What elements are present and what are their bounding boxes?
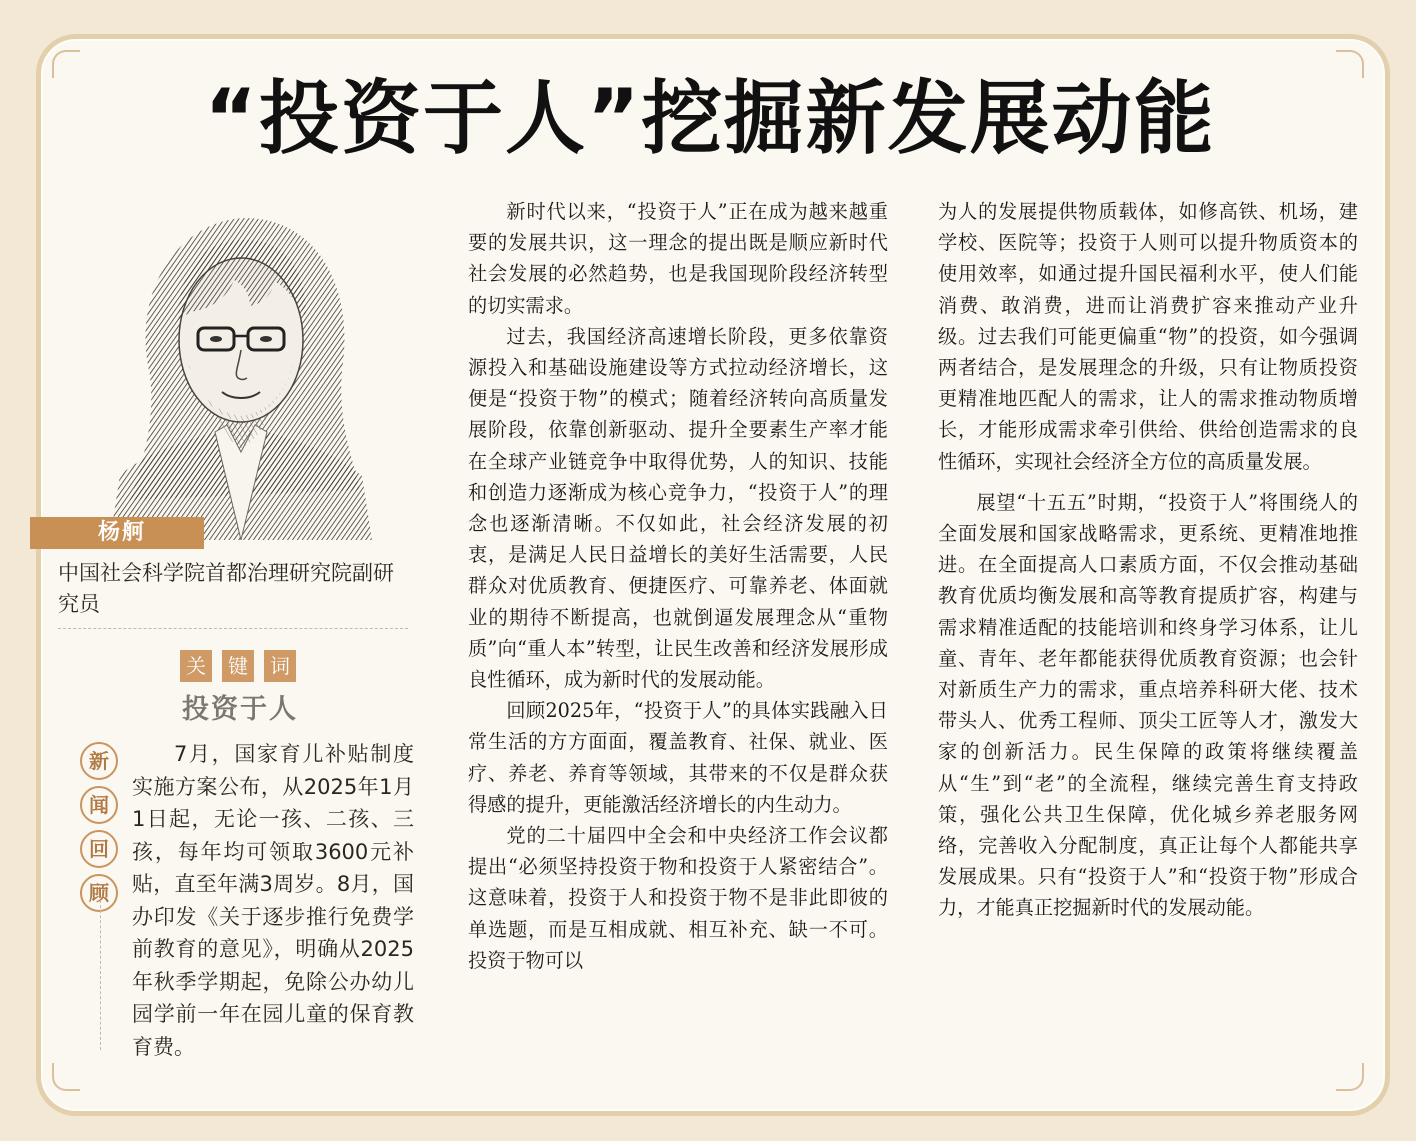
- article-column-1: [468, 196, 888, 976]
- article-paragraph: 展望“十五五”时期，“投资于人”将围绕人的全面发展和国家战略需求，更系统、更精准地推进。在全面提高人口素质方面，不仅会推动基础教育优质均衡发展和高等教育提质扩容，构建与需求精准适配的技能培训和终身学习体系，让儿童、青年、老年都能获得优质教育资源；也会针对新质生产力的需求，重点培养科研大佬、技术带头人、优秀工程师、顶尖工匠等人才，激发大家的创新活力。民生保障的政策将继续覆盖从“生”到“老”的全流程，继续完善生育支持政策，强化公共卫生保障，优化城乡养老服务网络，完善收入分配制度，真正让每个人都能共享发展成果。只有“投资于人”和“投资于物”形成合力，才能真正挖掘新时代的发展动能。: [938, 490, 1358, 920]
- article-paragraph: 过去，我国经济高速增长阶段，更多依靠资源投入和基础设施建设等方式拉动经济增长，这便是“投资于物”的模式；随着经济转向高质量发展阶段，依靠创新驱动、提升全要素生产率才能在全球产业链竞争中取得优势，人的知识、技能和创造力逐渐成为核心竞争力，“投资于人”的理念也逐渐清晰。不仅如此，社会经济发展的初衷，是满足人民日益增长的美好生活需要，人民群众对优质教育、便捷医疗、可靠养老、体面就业的期待不断提高，也就倒逼发展理念从“重物质”向“重人本”转型，让民生改善和经济发展形成良性循环，成为新时代的发展动能。: [468, 324, 888, 692]
- headline: “投资于人”挖掘新发展动能: [204, 72, 1216, 165]
- keyword-label: [180, 650, 310, 682]
- article-paragraph: 党的二十届四中全会和中央经济工作会议都提出“必须坚持投资于物和投资于人紧密结合”。这意味着，投资于人和投资于物不是非此即彼的单选题，而是互相成就、相互补充、缺一不可。投资于物可以: [468, 824, 888, 972]
- corner-ornament: [52, 50, 80, 78]
- article-paragraph: 为人的发展提供物质载体，如修高铁、机场，建学校、医院等；投资于人则可以提升物质资本的使用效率，如通过提升国民福利水平，使人们能消费、敢消费，进而让消费扩容来推动产业升级。过去我们可能更偏重“物”的投资，如今强调两者结合，是发展理念的升级，只有让物质投资更精准地匹配人的需求，让人的需求推动物质增长，才能形成需求牵引供给、供给创造需求的良性循环，实现社会经济全方位的高质量发展。: [938, 200, 1358, 473]
- article-paragraph: 回顾2025年，“投资于人”的具体实践融入日常生活的方方面面，覆盖教育、社保、就业、医疗、养老、养育等领域，其带来的不仅是群众获得感的提升，更能激活经济增长的内生动力。: [468, 699, 888, 816]
- news-review-label: [80, 742, 120, 918]
- author-name: 杨舸: [98, 520, 147, 545]
- article-column-2: [938, 196, 1358, 924]
- news-review-char: 新: [80, 742, 118, 780]
- news-review-char: 回: [80, 830, 118, 868]
- author-portrait: [110, 200, 372, 540]
- news-review-char: 顾: [80, 874, 118, 912]
- news-review-text: 7月，国家育儿补贴制度实施方案公布，从2025年1月1日起，无论一孩、二孩、三孩，每年均可领取3600元补贴，直至年满3周岁。8月，国办印发《关于逐步推行免费学前教育的意见》，明确从2025年秋季学期起，免除公办幼儿园学前一年在园儿童的保育教育费。: [132, 742, 414, 1059]
- divider: [58, 628, 408, 629]
- article-paragraph: 新时代以来，“投资于人”正在成为越来越重要的发展共识，这一理念的提出既是顺应新时代社会发展的必然趋势，也是我国现阶段经济转型的切实需求。: [468, 200, 888, 317]
- author-affiliation: 中国社会科学院首都治理研究院副研究员: [58, 561, 394, 616]
- corner-ornament: [1336, 50, 1364, 78]
- corner-ornament: [52, 1063, 80, 1091]
- keyword-term: 投资于人: [182, 694, 298, 725]
- corner-ornament: [1336, 1063, 1364, 1091]
- keyword-label-char: 词: [264, 650, 296, 682]
- keyword-label-char: 关: [180, 650, 212, 682]
- news-review-char: 闻: [80, 786, 118, 824]
- news-review-line: [100, 900, 101, 1050]
- keyword-label-char: 键: [222, 650, 254, 682]
